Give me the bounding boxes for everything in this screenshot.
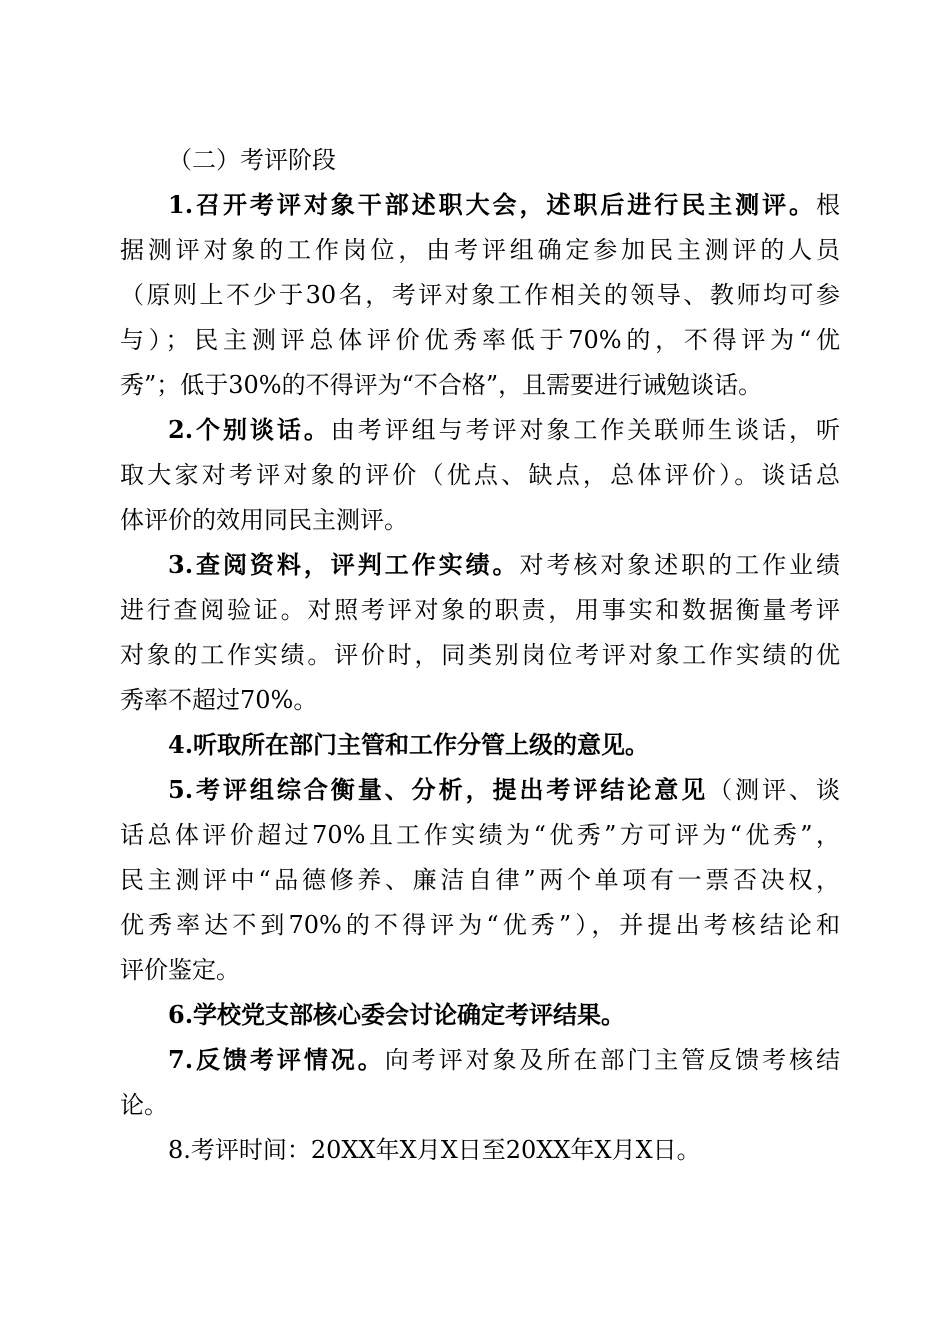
item-5-text-1: 话总体评价超过70%且工作实绩为“优秀”方可评为“优秀”， bbox=[120, 821, 840, 849]
item-5-heading: 5.考评组综合衡量、分析，提出考评结论意见 bbox=[168, 775, 709, 804]
item-3-text-1: 进行查阅验证。对照考评对象的职责，用事实和数据衡量考评 bbox=[120, 596, 840, 624]
item-2-first-line bbox=[168, 415, 840, 445]
item-4-heading: 4.听取所在部门主管和工作分管上级的意见。 bbox=[168, 730, 650, 759]
item-6-heading: 6.学校党支部核心委会讨论确定考评结果。 bbox=[168, 1000, 626, 1029]
item-1-heading: 1.召开考评对象干部述职大会，述职后进行民主测评。 bbox=[168, 190, 816, 219]
item-2-heading: 2.个别谈话。 bbox=[168, 415, 331, 444]
item-7-first-line bbox=[168, 1045, 840, 1075]
item-1-text-4: 秀”；低于30%的不得评为“不合格”，且需要进行诫勉谈话。 bbox=[120, 371, 763, 399]
item-2-text-0: 由考评组与考评对象工作关联师生谈话，听 bbox=[330, 416, 840, 444]
item-1-first-line bbox=[168, 190, 840, 220]
item-7-text-0: 向考评对象及所在部门主管反馈考核结 bbox=[384, 1046, 840, 1074]
item-5-text-3: 优秀率达不到70%的不得评为“优秀”），并提出考核结论和 bbox=[120, 911, 840, 939]
item-5-text-0: （测评、谈 bbox=[708, 776, 840, 804]
item-1-text-3: 与）；民主测评总体评价优秀率低于70%的，不得评为“优 bbox=[120, 326, 840, 354]
item-5-first-line bbox=[168, 775, 840, 805]
item-3-text-2: 对象的工作实绩。评价时，同类别岗位考评对象工作实绩的优 bbox=[120, 641, 840, 669]
item-2-text-1: 取大家对考评对象的评价（优点、缺点，总体评价）。谈话总 bbox=[120, 461, 840, 489]
item-7-heading: 7.反馈考评情况。 bbox=[168, 1045, 385, 1074]
item-1-text-1: 据测评对象的工作岗位，由考评组确定参加民主测评的人员 bbox=[120, 236, 840, 264]
section-title: （二）考评阶段 bbox=[168, 146, 336, 174]
item-8-time-line: 8.考评时间：20XX年X月X日至20XX年X月X日。 bbox=[168, 1136, 701, 1164]
item-3-first-line bbox=[168, 550, 840, 580]
item-5-text-4: 评价鉴定。 bbox=[120, 956, 240, 984]
item-3-text-3: 秀率不超过70%。 bbox=[120, 686, 318, 714]
item-5-text-2: 民主测评中“品德修养、廉洁自律”两个单项有一票否决权， bbox=[120, 866, 840, 894]
item-7-text-1: 论。 bbox=[120, 1091, 168, 1119]
item-3-heading: 3.查阅资料，评判工作实绩。 bbox=[168, 550, 520, 579]
item-1-text-2: （原则上不少于30名，考评对象工作相关的领导、教师均可参 bbox=[120, 281, 840, 309]
item-1-text-0: 根 bbox=[816, 191, 840, 219]
item-3-text-0: 对考核对象述职的工作业绩 bbox=[519, 551, 840, 579]
item-2-text-2: 体评价的效用同民主测评。 bbox=[120, 506, 408, 534]
